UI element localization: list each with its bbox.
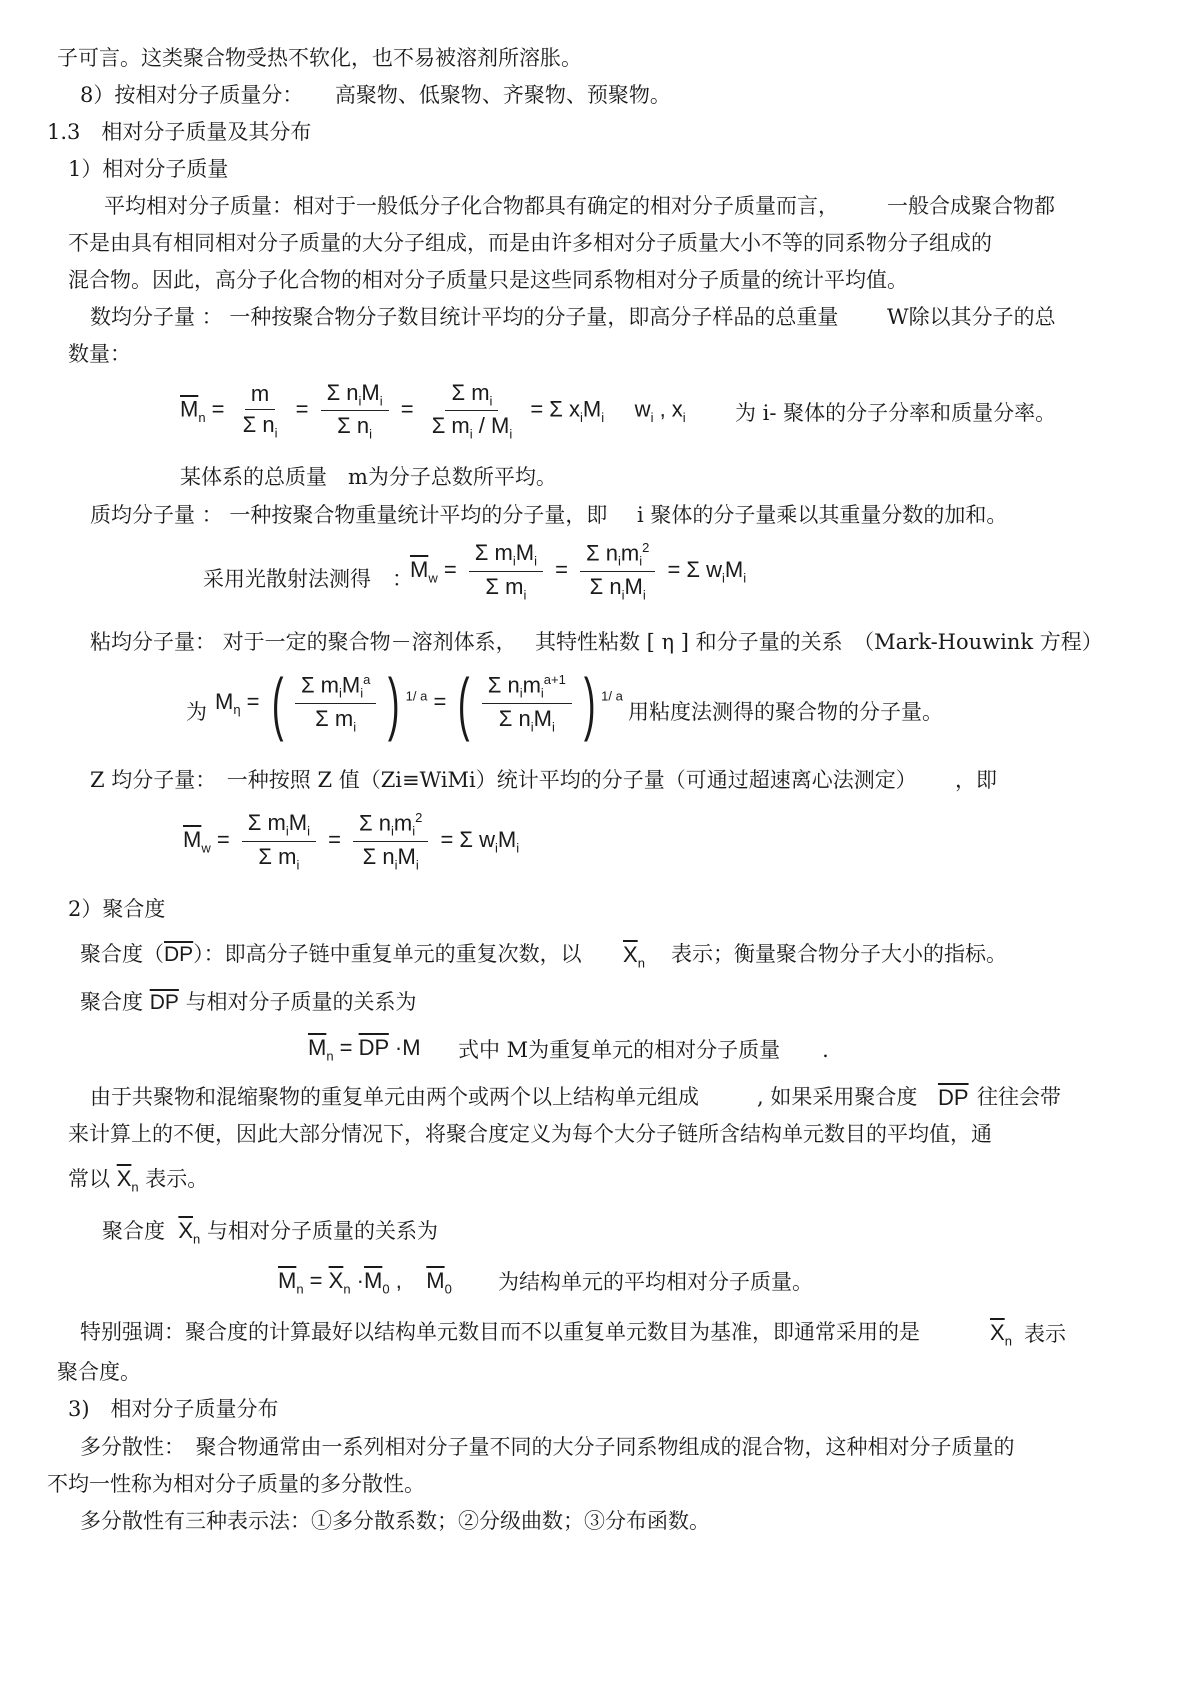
- equation-number-average: $\overline{M}_n$ = $\frac{m}{\Sigma n_i}$ = Σ $n_iM_i$ Σ $n_i$ = $\frac{\Sigma m_i}{\Sigma m_i / M_i}$ = Σ $x_iM_i$ $w_i$ , $x_i$: [180, 380, 686, 442]
- subsection-heading: 3) 相对分子质量分布: [68, 1397, 279, 1421]
- text-line: 某体系的总质量 m为分子总数所平均。: [180, 465, 557, 489]
- dp-symbol: $\overline{DP}$: [164, 943, 194, 966]
- text-line: W除以其分子的总: [887, 305, 1056, 329]
- text-line: 子可言。这类聚合物受热不软化，也不易被溶剂所溶胀。: [57, 46, 582, 70]
- section-heading: 1.3 相对分子质量及其分布: [47, 120, 312, 144]
- text-line: 聚合度。: [57, 1360, 141, 1384]
- text-line: 不是由具有相同相对分子质量的大分子组成，而是由许多相对分子质量大小不等的同系物分子组成的: [68, 231, 992, 255]
- equation-weight-average: $\overline{M}_w$ = Σ $m_iM_i$ Σ $m_i$ = Σ $n_im_i^2$ Σ $n_iM_i$ = Σ $w_iM_i$: [410, 540, 747, 603]
- text-line: 来计算上的不便，因此大部分情况下，将聚合度定义为每个大分子链所含结构单元数目的平均值，通: [68, 1122, 992, 1146]
- text-line: 为: [186, 700, 207, 724]
- text-line: 为结构单元的平均相对分子质量。: [498, 1270, 813, 1294]
- text-line: 往往会带: [977, 1085, 1061, 1109]
- text-line: 采用光散射法测得 ：: [203, 567, 413, 591]
- text-line: , 如果采用聚合度: [757, 1085, 918, 1109]
- text-line: ，即: [955, 768, 997, 792]
- text-line: 一般合成聚合物都: [887, 194, 1055, 218]
- text-line: 聚合度 $\overline{DP}$ 与相对分子质量的关系为: [80, 990, 417, 1014]
- text-line: 表示: [1024, 1322, 1066, 1346]
- xn-symbol: $\overline{X}_n$: [623, 942, 645, 971]
- subsection-heading: 1）相对分子质量: [68, 157, 229, 181]
- text-line: 混合物。因此，高分子化合物的相对分子质量只是这些同系物相对分子质量的统计平均值。: [68, 268, 908, 292]
- text-line: i 聚体的分子量乘以其重量分数的加和。: [637, 503, 1008, 527]
- equation-viscosity-average: $M_\eta$ = ( Σ $m_iM_i^a$ Σ $m_i$ ) $^{1/ a}$ = ( Σ $n_im_i^{a+1}$ Σ $n_iM_i$ ) $^{1/ a}$: [215, 664, 623, 742]
- dp-symbol: $\overline{DP}$: [938, 1085, 969, 1110]
- text: 聚合度（: [80, 942, 164, 966]
- text-line: 由于共聚物和混缩聚物的重复单元由两个或两个以上结构单元组成: [90, 1085, 699, 1109]
- equation-mn-xn: $\overline{M}_n = \overline{X}_n \cdot\overline{M}_0$ , $\overline{M}_0$: [278, 1268, 452, 1297]
- text-line: 多分散性： 聚合物通常由一系列相对分子量不同的大分子同系物组成的混合物，这种相对分子质量的: [80, 1435, 1015, 1459]
- text-line: 常以 $\overline{X}_n$ 表示。: [68, 1166, 209, 1195]
- text: ）：即高分子链中重复单元的重复次数，以: [193, 942, 582, 966]
- text-line: 为 i- 聚体的分子分率和质量分率。: [735, 401, 1057, 425]
- text-line: 质均分子量 ： 一种按聚合物重量统计平均的分子量，即: [90, 503, 608, 527]
- xn-symbol: $\overline{X}_n$: [990, 1320, 1012, 1349]
- text-line: 聚合度 $\overline{X}_n$ 与相对分子质量的关系为: [102, 1218, 438, 1247]
- text-line: 平均相对分子质量：相对于一般低分子化合物都具有确定的相对分子质量而言，: [104, 194, 839, 218]
- text-line: [80, 942, 582, 967]
- text-line: 数量：: [68, 342, 131, 366]
- text-line: 8）按相对分子质量分： 高聚物、低聚物、齐聚物、预聚物。: [80, 83, 671, 107]
- text-line: 粘均分子量： 对于一定的聚合物－溶剂体系，: [90, 630, 517, 654]
- text-line: 式中 M为重复单元的相对分子质量 .: [458, 1038, 829, 1062]
- text-line: 数均分子量 ： 一种按聚合物分子数目统计平均的分子量，即高分子样品的总重量: [90, 305, 839, 329]
- equation-mn-dp: $\overline{M}_n = \overline{DP} \cdot M$: [308, 1035, 421, 1064]
- text-line: 表示；衡量聚合物分子大小的指标。: [671, 942, 1007, 966]
- text-line: 特别强调：聚合度的计算最好以结构单元数目而不以重复单元数目为基准，即通常采用的是: [80, 1320, 920, 1344]
- subsection-heading: 2）聚合度: [68, 897, 166, 921]
- text-line: 用粘度法测得的聚合物的分子量。: [628, 700, 943, 724]
- text-line: 多分散性有三种表示法：①多分散系数；②分级曲数；③分布函数。: [80, 1509, 710, 1533]
- text-line: 其特性粘数 [ η ] 和分子量的关系 （Mark-Houwink 方程）: [535, 630, 1103, 654]
- equation-z-average: $\overline{M}_w$ = Σ $m_iM_i$ Σ $m_i$ = Σ $n_im_i^2$ Σ $n_iM_i$ = Σ $w_iM_i$: [183, 810, 520, 873]
- text-line: 不均一性称为相对分子质量的多分散性。: [47, 1472, 425, 1496]
- text-line: Z 均分子量： 一种按照 Z 值（Zi≡WiMi）统计平均的分子量（可通过超速离心法测定）: [90, 768, 917, 792]
